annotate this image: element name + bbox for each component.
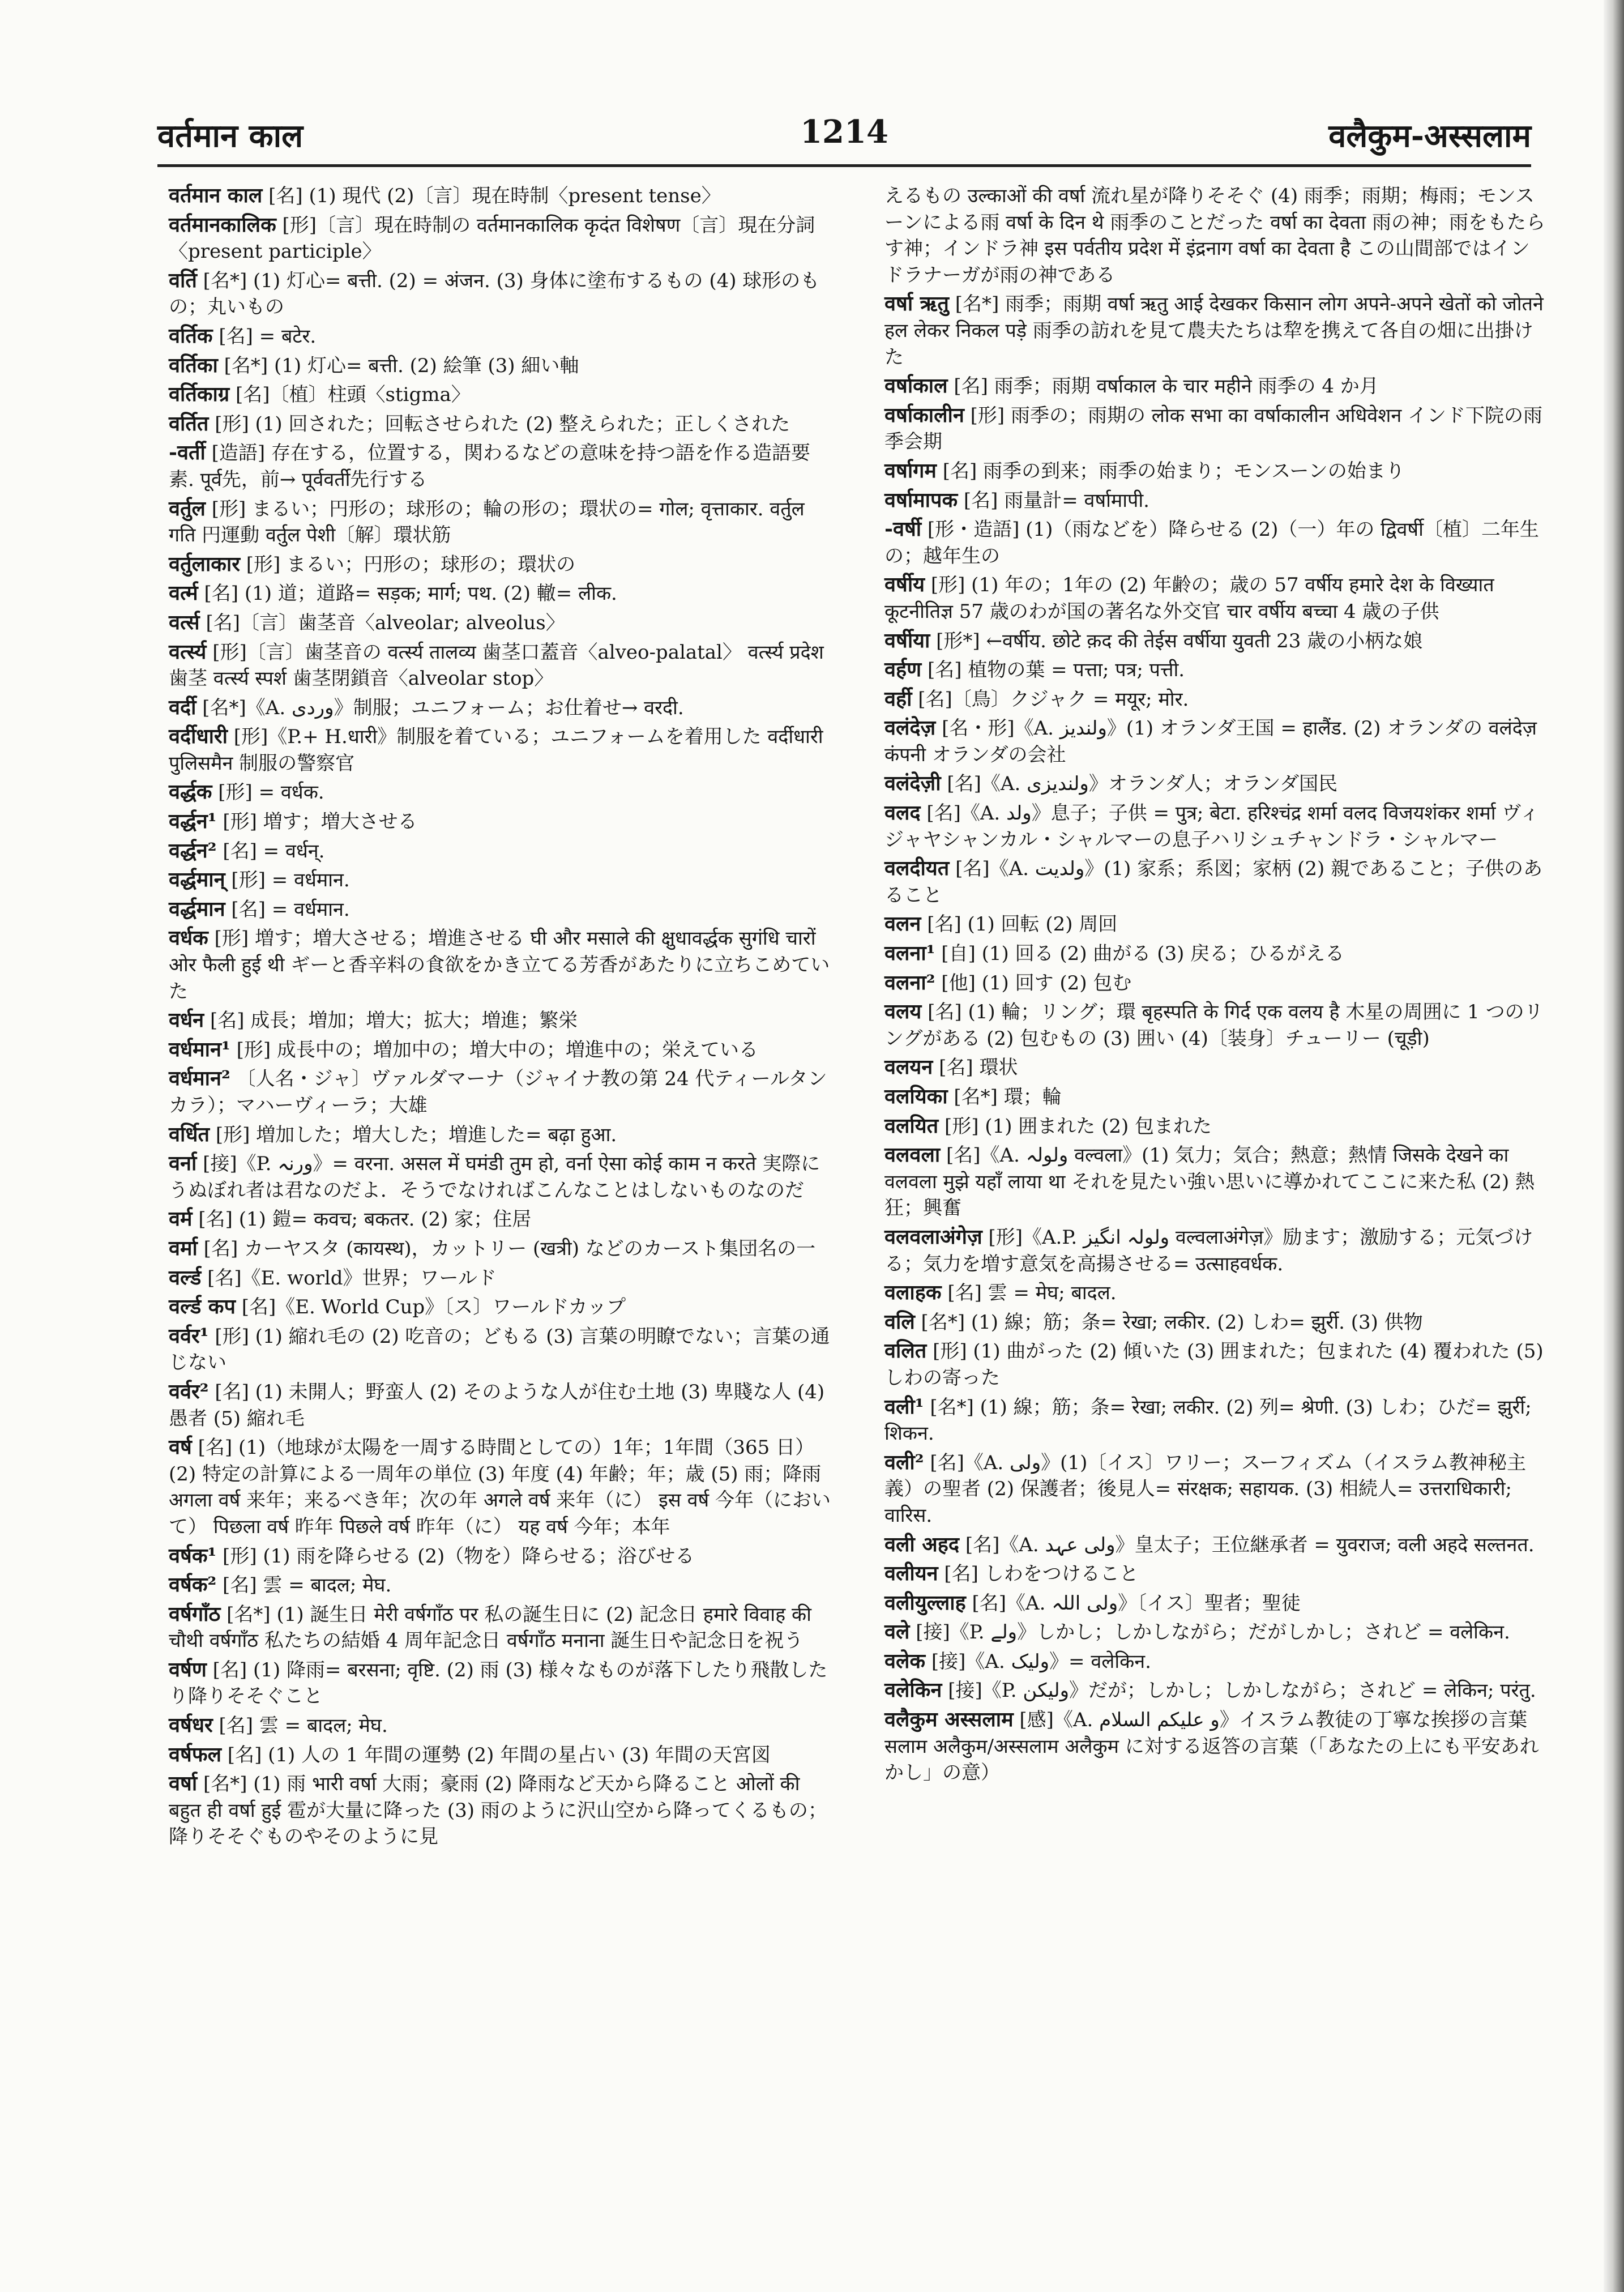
dictionary-entry: [169, 580, 831, 607]
entry-definition: [名] 成長；増加；増大；拡大；増進；繁栄: [204, 1009, 578, 1032]
entry-headword: वर्षाकाल: [884, 374, 948, 398]
entry-headword: वलय: [884, 1000, 922, 1024]
entry-headword: वलना²: [884, 970, 935, 995]
entry-definition: [名] 雨量計= वर्षामापी.: [958, 489, 1149, 512]
dictionary-entry: [884, 911, 1547, 938]
dictionary-entry: [169, 1712, 831, 1739]
dictionary-entry: [169, 1378, 831, 1432]
entry-definition: [名]《A. ولی اللہ》〔イス〕聖者；聖徒: [965, 1591, 1301, 1615]
entry-headword: वर्द्धमान: [169, 897, 225, 921]
entry-headword: वर्त्म: [169, 581, 198, 605]
entry-definition: [名] (1) 人の 1 年間の運勢 (2) 年間の星占い (3) 年間の天宮図: [221, 1743, 771, 1766]
dictionary-entry: [169, 1235, 831, 1262]
entry-definition: [形] 成長中の；増加中の；増大中の；増進中の；栄えている: [230, 1038, 758, 1061]
dictionary-entry: [169, 925, 831, 1005]
right-column: [884, 182, 1547, 1789]
entry-definition: [名*] 雨季；雨期 वर्षा ऋतु आई देखकर किसान लोग अपने-अपने खेतों को जोतने हल लेकर निकल पड़े 雨季の訪れを見て農夫たちは犂を携えて各自の畑に出掛けた: [884, 293, 1544, 369]
entry-definition: [名]〔言〕歯茎音〈alveolar; alveolus〉: [199, 611, 565, 634]
dictionary-entry: [169, 838, 831, 865]
entry-definition: [名] (1) 降雨= बरसना; वृष्टि. (2) 雨 (3) 様々なものが落下したり飛散したり降りそそぐこと: [169, 1658, 828, 1708]
entry-headword: वर्मा: [169, 1236, 198, 1260]
entry-headword: -वर्षी: [884, 517, 922, 541]
entry-headword: वर्षफल: [169, 1742, 221, 1766]
dictionary-entry: [884, 628, 1547, 655]
entry-definition: [形] (1) 縮れ毛の (2) 吃音の；どもる (3) 言葉の明瞭でない；言葉の通じない: [169, 1325, 830, 1375]
entry-definition: [名] 雲 = मेघ; बादल.: [941, 1282, 1117, 1305]
entry-definition: [名] (1) 輪；リング；環 बृहस्पति के गिर्द एक वलय है 木星の周囲に 1 つのリングがある (2) 包むもの (3) 囲い (4)〔装身〕チューリー (चूड़ी): [884, 1001, 1544, 1050]
dictionary-entry: [884, 1677, 1547, 1704]
entry-headword: वर्धक: [169, 926, 208, 950]
dictionary-entry: [169, 896, 831, 923]
entry-headword: -वर्ती: [169, 441, 206, 465]
entry-headword: वर्द्धन²: [169, 838, 217, 863]
dictionary-entry: [169, 867, 831, 894]
entry-headword: वर्ल्ड कप: [169, 1295, 236, 1319]
entry-headword: वर्वर²: [169, 1379, 209, 1403]
entry-headword: वलंदेज़ी: [884, 771, 941, 796]
entry-definition: [形] = वर्धक.: [212, 781, 324, 804]
dictionary-entry: [169, 1206, 831, 1233]
dictionary-entry: [884, 1619, 1547, 1646]
entry-headword: वलैकुम अस्सलाम: [884, 1708, 1014, 1732]
entry-definition: [名*] (1) 線；筋；条= रेखा; लकीर. (2) しわ= झुर्री. (3) 供物: [914, 1311, 1423, 1334]
entry-headword: वर्तमानकालिक: [169, 212, 276, 237]
entry-headword: वर्तिकाग्र: [169, 382, 230, 407]
dictionary-entry: [884, 715, 1547, 768]
entry-definition: [名] (1) 現代 (2)〔言〕現在時制〈present tense〉: [262, 185, 721, 207]
dictionary-entry: [884, 970, 1547, 997]
entry-definition: [形] 増す；増大させる；増進させる घी और मसाले की क्षुधावर्द्धक सुगंधि चारों ओर फैली हुई थी ギーと香辛料の食欲をかき立てる芳香があたりに立ちこめていた: [169, 927, 830, 1003]
dictionary-entry: [884, 1560, 1547, 1587]
entry-definition: [形] (1) 囲まれた (2) 包まれた: [938, 1115, 1212, 1138]
entry-definition: [名]《A. ولد》息子；子供 = पुत्र; बेटा. हरिश्चंद्र शर्मा वलद विजयशंकर शर्मा ヴィジャヤシャンカル・シャルマーの息子ハリシュチャンドラ・シャルマー: [884, 802, 1540, 851]
dictionary-entry: [884, 1224, 1547, 1277]
dictionary-entry: [169, 1065, 831, 1119]
entry-headword: वलना¹: [884, 941, 935, 966]
entry-headword: वर्दीधारी: [169, 724, 228, 749]
entry-definition: [名*]《A. وردی》制服；ユニフォーム；お仕着せ→ वरदी.: [196, 696, 684, 719]
entry-definition: [名] 植物の葉 = पत्ता; पत्र; पत्ती.: [921, 659, 1185, 682]
dictionary-entry: [169, 1434, 831, 1540]
dictionary-entry: [884, 1083, 1547, 1111]
entry-definition: [形] = वर्धमान.: [225, 869, 350, 892]
entry-headword: वर्षधर: [169, 1713, 213, 1738]
entry-definition: [名] 雲 = बादल; मेघ.: [212, 1714, 388, 1738]
entry-headword: वर्तिक: [169, 323, 213, 348]
dictionary-entry: [884, 458, 1547, 485]
entry-definition: [名] 環状: [933, 1056, 1018, 1079]
dictionary-entry: [884, 1394, 1547, 1447]
entry-headword: वर्षण: [169, 1657, 207, 1681]
entry-definition: [形] 増加した；増大した；増進した= बढ़ा हुआ.: [210, 1123, 617, 1146]
dictionary-entry: [169, 1742, 831, 1769]
dictionary-entry: [884, 1054, 1547, 1081]
entry-headword: वलाहक: [884, 1281, 942, 1305]
entry-headword: वलयिका: [884, 1085, 948, 1108]
entry-definition: [名]《A. ولندیزی》オランダ人；オランダ国民: [941, 772, 1338, 796]
entry-definition: [形] (1) 回された；回転させられた (2) 整えられた；正しくされた: [208, 412, 790, 436]
entry-headword: वर्षामापक: [884, 488, 958, 512]
entry-headword: वलयित: [884, 1113, 939, 1138]
entry-definition: [形]《P.+ H.धारी》制服を着ている；ユニフォームを着用した वर्दीधारी पुलिसमैन 制服の警察官: [169, 725, 823, 775]
entry-definition: [名] (1)（地球が太陽を一周する時間としての）1年；1年間（365 日） (2) 特定の計算による一周年の単位 (3) 年度 (4) 年齢；年；歳 (5) 雨；降雨 अगला वर्ष 来年；来るべき年；次の年 अगले वर्ष 来年（に） इस वर्ष 今年（において） पिछला वर्ष 昨年 पिछले वर्ष 昨年（に） यह वर्ष 今年；本年: [169, 1436, 831, 1538]
dictionary-entry: [169, 411, 831, 438]
entry-headword: वर्षागम: [884, 458, 937, 483]
dictionary-entry: [169, 352, 831, 379]
entry-definition: [名]《A. ولی》(1)〔イス〕ワリー；スーフィズム（イスラム教神秘主義）の聖者 (2) 保護者；後見人= संरक्षक; सहायक. (3) 相続人= उत्तराधिकारी; वारिस.: [884, 1451, 1527, 1527]
dictionary-entry: [884, 1279, 1547, 1307]
entry-definition: [名] = वर्धन्.: [216, 839, 325, 863]
entry-headword: वलद: [884, 801, 921, 825]
dictionary-entry: [884, 1338, 1547, 1391]
entry-headword: वली अहद: [884, 1532, 960, 1556]
dictionary-entry: [884, 855, 1547, 908]
dictionary-entry: [884, 1590, 1547, 1617]
dictionary-entry: [884, 516, 1547, 569]
entry-headword: वर्ना: [169, 1151, 197, 1176]
dictionary-entry: [884, 402, 1547, 455]
entry-headword: वर्धित: [169, 1122, 210, 1146]
entry-headword: वर्धमान¹: [169, 1037, 230, 1061]
header-rule: [157, 164, 1531, 167]
dictionary-entry: [169, 609, 831, 637]
entry-headword: वलयन: [884, 1055, 933, 1079]
entry-definition: [形] (1) 雨を降らせる (2)（物を）降らせる；浴びせる: [216, 1544, 695, 1568]
dictionary-entry: [169, 1543, 831, 1570]
entry-headword: वर्हण: [884, 658, 922, 682]
dictionary-entry: [884, 1706, 1547, 1786]
entry-headword: वर्तुलाकार: [169, 552, 240, 576]
dictionary-entry: [169, 496, 831, 549]
entry-headword: वलीयन: [884, 1561, 938, 1586]
entry-definition: [他] (1) 回す (2) 包む: [935, 971, 1132, 995]
dictionary-entry: [884, 1309, 1547, 1336]
entry-definition: [感]《A. و علیکم السلام》イスラム教徒の丁寧な挨拶の言葉 सलाम अलैकुम/अस्सलाम अलैकुम に対する返答の言葉（「あなたの上にも平安あれかし」の意）: [884, 1709, 1539, 1785]
entry-definition: [名] = बटेर.: [212, 325, 317, 348]
entry-headword: वर्तिका: [169, 353, 218, 377]
entry-headword: वर्त्स्य: [169, 639, 207, 664]
entry-definition: [形] まるい；円形の；球形の；環状の: [240, 553, 576, 576]
entry-definition: [名] 雲 = बादल; मेघ.: [216, 1574, 392, 1597]
entry-headword: वर्षीय: [884, 573, 925, 597]
entry-definition: [形] 増す；増大させる: [216, 810, 417, 834]
dictionary-entry: [169, 323, 831, 350]
entry-definition: [接]《A. ولیک》= वलेकिन.: [925, 1650, 1151, 1673]
entry-definition: [名] (1) 未開人；野蛮人 (2) そのような人が住む土地 (3) 卑賤な人 (4) 愚者 (5) 縮れ毛: [169, 1380, 825, 1430]
entry-headword: वर्षीया: [884, 628, 930, 652]
entry-definition: [接]《P. ولیکن》だが；しかし；しかしながら；されど = लेकिन; परंतु.: [942, 1679, 1536, 1702]
entry-definition: [名]《A. ولی عہد》皇太子；王位継承者 = युवराज; वली अहदे सल्तनत.: [959, 1533, 1535, 1556]
book-spine-shadow: [1604, 0, 1624, 2292]
entry-headword: वर्तुल: [169, 496, 206, 520]
entry-headword: वलित: [884, 1339, 927, 1363]
dictionary-entry: [169, 1601, 831, 1654]
entry-headword: वलन: [884, 912, 921, 936]
entry-headword: वर्षक¹: [169, 1543, 217, 1568]
dictionary-entry: [169, 779, 831, 806]
entry-definition: [名]《A. ولولہ वल्वला》(1) 気力；気合；熱意；熱情 जिसके देखने का वलवला मुझे यहाँ लाया था それを見たい強い思いに導かれてここに来た私 (2) 熱狂；興奮: [884, 1144, 1535, 1220]
dictionary-entry: [169, 182, 831, 210]
entry-headword: वर्धन: [169, 1008, 204, 1032]
entry-headword: वर्ल्ड: [169, 1265, 202, 1290]
entry-headword: वर्षाकालीन: [884, 403, 964, 427]
entry-definition: [名] しわをつけること: [938, 1563, 1139, 1586]
entry-headword: वलवलाअंगेज़: [884, 1224, 982, 1249]
entry-headword: वर्ति: [169, 268, 197, 292]
dictionary-entry: [169, 439, 831, 493]
entry-headword: वलीयुल्लाह: [884, 1590, 966, 1615]
entry-headword: वर्द्धक: [169, 780, 212, 804]
entry-definition: [名*] (1) 灯心= बत्ती. (2) = अंजन. (3) 身体に塗布するもの (4) 球形のもの；丸いもの: [169, 269, 820, 319]
page-number: 1214: [800, 113, 888, 151]
dictionary-entry: [884, 686, 1547, 713]
entry-definition: [名] (1) 鎧= कवच; बकतर. (2) 家；住居: [192, 1208, 532, 1231]
dictionary-entry: [884, 291, 1547, 370]
entry-definition: [名]〔鳥〕クジャク = मयूर; मोर.: [912, 688, 1189, 711]
entry-definition: [造語] 存在する，位置する，関わるなどの意味を持つ語を作る造語要素. पूर्व先，前→ पूर्ववर्ती先行する: [169, 442, 810, 491]
entry-definition: えるもの उल्काओं की वर्षा 流れ星が降りそそぐ (4) 雨季；雨期；梅雨；モンスーンによる雨 वर्षा के दिन थे 雨季のことだった वर्षा का देवता 雨の神；雨をもたらす神；インドラ神 इस पर्वतीय प्रदेश में इंद्रनाग वर्षा का देवता है この山間部ではインドラナーガが雨の神である: [884, 185, 1545, 287]
entry-definition: [名] 雨季の到来；雨季の始まり；モンスーンの始まり: [936, 459, 1405, 483]
dictionary-entry: [884, 1449, 1547, 1529]
entry-definition: [形] (1) 年の；1年の (2) 年齢の；歳の 57 वर्षीय हमारे देश के विख्यात कूटनीतिज्ञ 57 歳のわが国の著名な外交官 चार वर्षीय बच्चा 4 歳の子供: [884, 574, 1494, 623]
entry-definition: 〔人名・ジャ〕ヴァルダマーナ（ジャイナ教の第 24 代ティールタンカラ）；マハーヴィーラ；大雄: [169, 1068, 827, 1117]
dictionary-entry: [169, 1572, 831, 1599]
dictionary-entry: [884, 770, 1547, 797]
entry-headword: वर्त्स: [169, 610, 200, 634]
entry-headword: वर्तमान काल: [169, 183, 263, 207]
entry-headword: वर्वर¹: [169, 1324, 209, 1348]
dictionary-entry: [169, 1007, 831, 1034]
dictionary-entry: [169, 1121, 831, 1149]
dictionary-entry: [169, 1150, 831, 1203]
dictionary-entry: [169, 551, 831, 578]
entry-definition: [名] 雨季；雨期 वर्षाकाल के चार महीने 雨季の 4 か月: [947, 375, 1379, 398]
dictionary-entry: [884, 940, 1547, 967]
entry-definition: [形] 雨季の；雨期の लोक सभा का वर्षाकालीन अधिवेशन インド下院の雨季会期: [884, 404, 1543, 454]
entry-definition: [自] (1) 回る (2) 曲がる (3) 戻る；ひるがえる: [935, 942, 1345, 966]
entry-headword: वलवला: [884, 1143, 941, 1167]
entry-headword: वर्ही: [884, 686, 912, 711]
dictionary-entry: [884, 1142, 1547, 1222]
entry-definition: [名]《E. World Cup》〔ス〕ワールドカップ: [235, 1296, 626, 1319]
entry-definition: [接]《P. ولے》しかし；しかしながら；だがしかし；されど = वलेकिन.: [909, 1621, 1510, 1644]
entry-headword: वलंदेज़: [884, 716, 936, 740]
dictionary-entry: [884, 1113, 1547, 1140]
entry-headword: वलदीयत: [884, 856, 950, 881]
entry-headword: वर्षक²: [169, 1573, 217, 1597]
entry-definition: [形]《A.P. ولولہ انگیز वल्वलाअंगेज़》励ます；激励する；元気づける；気力を増す意気を高揚させる= उत्साहवर्धक.: [884, 1226, 1533, 1275]
entry-headword: वर्तित: [169, 411, 209, 436]
dictionary-entry: [169, 1294, 831, 1321]
entry-definition: [名] = वर्धमान.: [225, 898, 350, 921]
dictionary-entry: [169, 381, 831, 408]
entry-headword: वर्षा: [169, 1772, 198, 1796]
entry-definition: [形*] ←वर्षीय. छोटे क़द की तेईस वर्षीया युवती 23 歳の小柄な娘: [930, 629, 1423, 652]
dictionary-entry: [169, 1770, 831, 1850]
entry-headword: वर्म: [169, 1207, 193, 1231]
dictionary-entry: [884, 182, 1547, 288]
dictionary-entry: [884, 656, 1547, 684]
entry-definition: [形] (1) 曲がった (2) 傾いた (3) 囲まれた；包まれた (4) 覆われた (5) しわの寄った: [884, 1340, 1544, 1389]
entry-definition: [接]《P. ورنہ》= वरना. असल में घमंडी तुम हो, वर्ना ऐसा कोई काम न करते 実際にうぬぼれ者は君なのだよ．そうでなければこんなことはしないものなのだ: [169, 1153, 820, 1202]
dictionary-entry: [169, 267, 831, 321]
entry-definition: [名]《E. world》世界；ワールド: [201, 1266, 497, 1290]
dictionary-entry: [169, 1036, 831, 1064]
entry-definition: [名*] (1) 雨 भारी वर्षा 大雨；豪雨 (2) 降雨など天から降ること ओलों की बहुत ही वर्षा हुई 雹が大量に降った (3) 雨のように沢山空から降ってくるもの；降りそそぐものやそのように見: [169, 1773, 827, 1849]
entry-headword: वर्ष: [169, 1435, 192, 1459]
entry-definition: [名*] 環；輪: [947, 1086, 1062, 1108]
entry-headword: वर्द्धमान्: [169, 868, 225, 892]
dictionary-entry: [884, 1648, 1547, 1675]
entry-headword: वर्षा ऋतु: [884, 292, 949, 316]
entry-definition: [名]《A. ولدیت》(1) 家系；系図；家柄 (2) 親であること；子供のあること: [884, 857, 1543, 907]
dictionary-entry: [884, 571, 1547, 625]
entry-headword: वर्द्धन¹: [169, 809, 217, 834]
page-header: [157, 113, 1531, 164]
dictionary-entry: [884, 1531, 1547, 1559]
dictionary-entry: [884, 800, 1547, 853]
left-guide-word: वर्तमान काल: [157, 117, 304, 155]
entry-headword: वर्धमान²: [169, 1066, 230, 1091]
entry-definition: [形] まるい；円形の；球形の；輪の形の；環状の= गोल; वृत्ताकार. वर्तुल गति 円運動 वर्तुल पेशी〔解〕環状筋: [169, 497, 805, 547]
entry-headword: वले: [884, 1620, 910, 1644]
entry-definition: [名*] (1) 誕生日 मेरी वर्षगाँठ पर 私の誕生日に (2) 記念日 हमारे विवाह की चौथी वर्षगाँठ 私たちの結婚 4 周年記念日 वर्षगाँठ मनाना 誕生日や記念日を祝う: [169, 1603, 811, 1653]
entry-definition: [名] (1) 回転 (2) 周回: [921, 913, 1118, 936]
entry-headword: वली²: [884, 1450, 924, 1474]
entry-headword: वलेकिन: [884, 1678, 942, 1702]
entry-headword: वर्षगाँठ: [169, 1602, 221, 1626]
dictionary-entry: [169, 808, 831, 835]
dictionary-entry: [884, 373, 1547, 400]
dictionary-entry: [884, 487, 1547, 514]
entry-definition: [名] (1) 道；道路= सड़क; मार्ग; पथ. (2) 轍= लीक.: [198, 582, 617, 605]
entry-headword: वर्दी: [169, 695, 196, 719]
entry-definition: [名*] (1) 線；筋；条= रेखा; लकीर. (2) 列= श्रेणी. (3) しわ；ひだ= झुर्री; शिकन.: [884, 1395, 1532, 1445]
dictionary-entry: [169, 694, 831, 722]
entry-definition: [形]〔言〕歯茎音の वर्त्स्य तालव्य 歯茎口蓋音〈alveo-palatal〉 वर्त्स्य प्रदेश 歯茎 वर्त्स्य स्पर्श 歯茎閉鎖音〈alveolar stop〉: [169, 641, 824, 690]
entry-headword: वलेक: [884, 1649, 926, 1673]
dictionary-entry: [169, 212, 831, 265]
entry-definition: [形・造語] (1)（雨などを）降らせる (2)（一）年の द्विवर्षी〔植〕二年生の；越年生の: [884, 518, 1539, 567]
entry-definition: [名*] (1) 灯心= बत्ती. (2) 絵筆 (3) 細い軸: [217, 354, 579, 377]
dictionary-entry: [169, 1265, 831, 1292]
entry-definition: [形]〔言〕現在時制の वर्तमानकालिक कृदंत विशेषण〔言〕現在分詞〈present participle〉: [169, 214, 815, 263]
left-column: [169, 182, 831, 1853]
entry-headword: वलि: [884, 1309, 915, 1334]
dictionary-entry: [884, 998, 1547, 1052]
right-guide-word: वलैकुम-अस्सलाम: [1328, 117, 1531, 155]
dictionary-entry: [169, 639, 831, 692]
dictionary-entry: [169, 723, 831, 776]
dictionary-entry: [169, 1657, 831, 1710]
entry-definition: [名]〔植〕柱頭〈stigma〉: [229, 383, 471, 407]
entry-definition: [名] カーヤスタ (कायस्थ)，カットリー (खत्री) などのカースト集団名の一: [197, 1237, 816, 1260]
entry-definition: [名・形]《A. ولندیز》(1) オランダ王国 = हालैंड. (2) オランダの वलंदेज़ कंपनी オランダの会社: [884, 717, 1537, 766]
dictionary-entry: [169, 1323, 831, 1376]
entry-headword: वली¹: [884, 1394, 924, 1419]
